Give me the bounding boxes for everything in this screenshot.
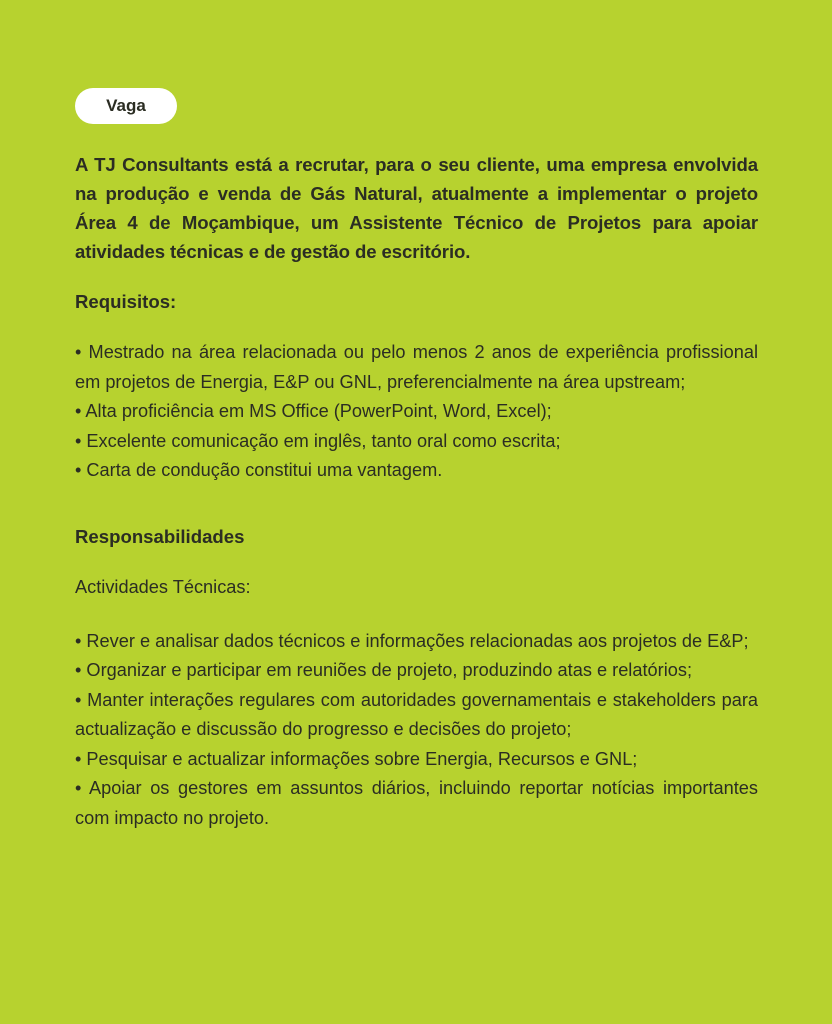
responsibility-text: Pesquisar e actualizar informações sobre Energia, Recursos e GNL; bbox=[86, 748, 638, 769]
bullet-icon: • bbox=[75, 660, 87, 680]
list-item bbox=[75, 774, 758, 833]
bullet-icon: • bbox=[75, 430, 87, 451]
responsibility-text: Organizar e participar em reuniões de projeto, produzindo atas e relatórios; bbox=[86, 660, 692, 680]
list-item bbox=[75, 656, 758, 686]
requirements-list bbox=[75, 338, 758, 486]
list-item bbox=[75, 627, 758, 657]
technical-activities-subtitle: Actividades Técnicas: bbox=[75, 576, 251, 597]
list-item bbox=[75, 338, 758, 397]
responsibility-text: Manter interações regulares com autoridades governamentais e stakeholders para actualização e discussão do progresso e decisões do projeto; bbox=[75, 689, 758, 739]
requirements-title: Requisitos: bbox=[75, 291, 177, 312]
list-item bbox=[75, 686, 758, 745]
responsibilities-list bbox=[75, 627, 758, 834]
bullet-icon: • bbox=[75, 630, 87, 651]
bullet-icon: • bbox=[75, 748, 87, 769]
list-item bbox=[75, 745, 758, 775]
responsibility-text: Apoiar os gestores em assuntos diários, incluindo reportar notícias importantes com impacto no projeto. bbox=[75, 778, 759, 828]
intro-paragraph: A TJ Consultants está a recrutar, para o seu cliente, uma empresa envolvida na produção e venda de Gás Natural, atualmente a implementar o projeto Área 4 de Moçambique, um Assistente Técnico de Projetos para apoiar atividades técnicas e de gestão de escritório. bbox=[75, 154, 758, 262]
bullet-icon: • bbox=[75, 342, 89, 362]
responsibilities-title: Responsabilidades bbox=[75, 525, 245, 547]
requirement-text: Excelente comunicação em inglês, tanto oral como escrita; bbox=[86, 430, 561, 451]
list-item bbox=[75, 456, 758, 486]
list-item bbox=[75, 427, 758, 457]
requirement-text: Carta de condução constitui uma vantagem. bbox=[86, 460, 443, 480]
vaga-tag: Vaga bbox=[75, 88, 177, 124]
requirement-text: Mestrado na área relacionada ou pelo menos 2 anos de experiência profissional em projetos de Energia, E&P ou GNL, preferencialmente na área upstream; bbox=[75, 342, 758, 392]
list-item bbox=[75, 397, 758, 427]
bullet-icon: • bbox=[75, 401, 86, 421]
requirement-text: Alta proficiência em MS Office (PowerPoint, Word, Excel); bbox=[85, 401, 552, 421]
bullet-icon: • bbox=[75, 460, 87, 480]
bullet-icon: • bbox=[75, 778, 89, 798]
job-posting bbox=[75, 88, 758, 833]
bullet-icon: • bbox=[75, 689, 88, 710]
responsibility-text: Rever e analisar dados técnicos e informações relacionadas aos projetos de E&P; bbox=[86, 630, 749, 651]
